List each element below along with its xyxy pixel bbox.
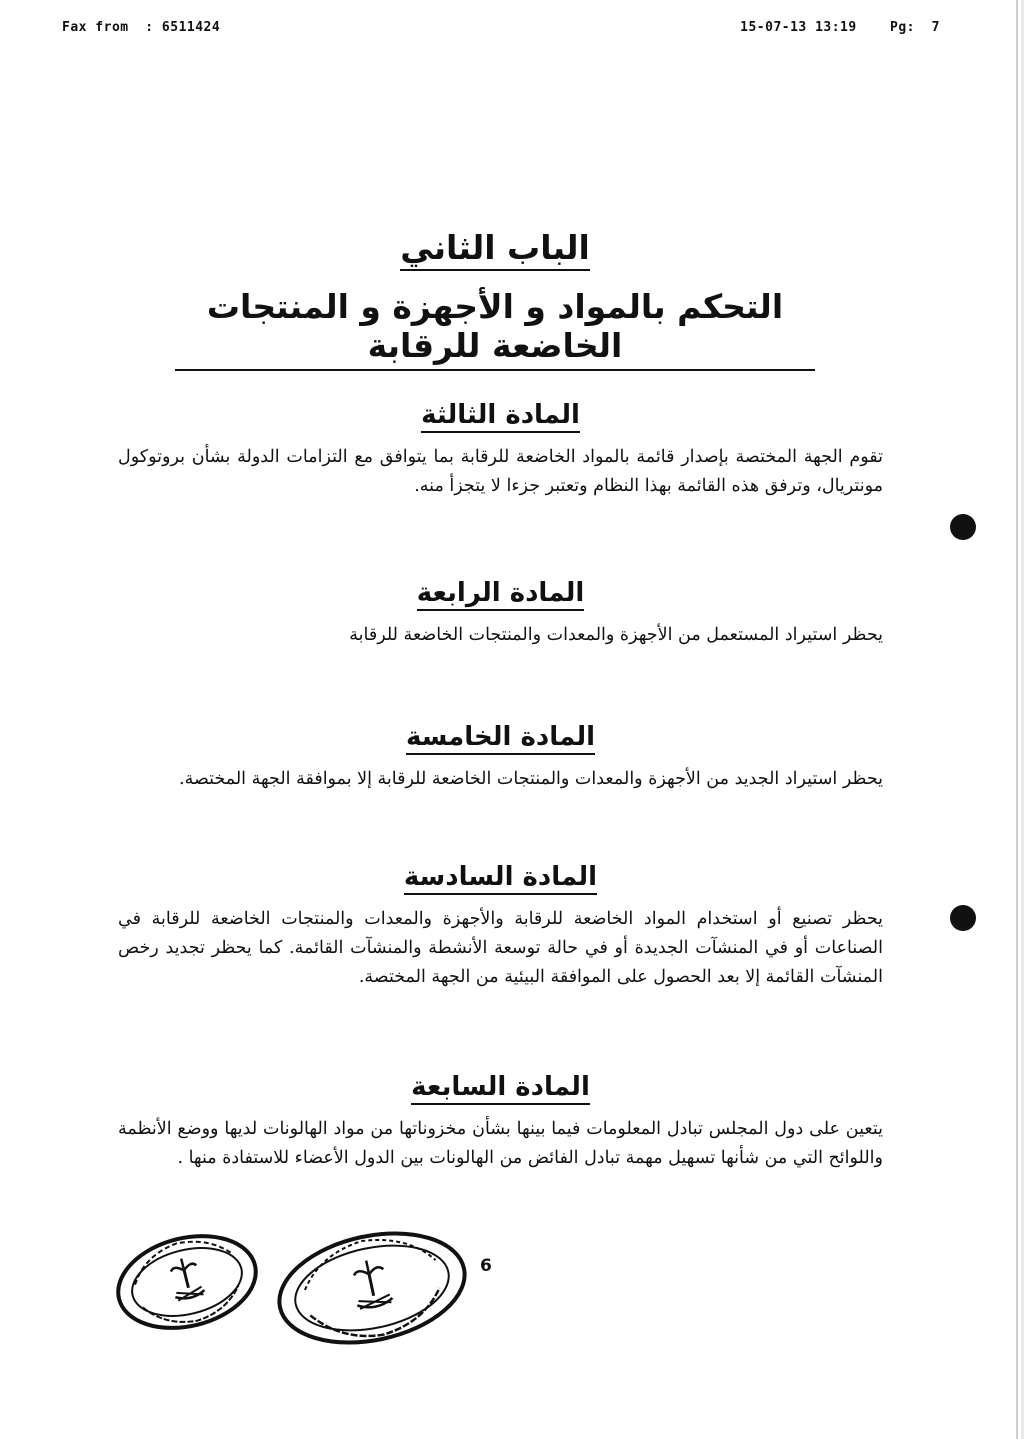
punch-hole-mark bbox=[950, 514, 976, 540]
main-title: التحكم بالمواد و الأجهزة و المنتجات الخاضعة للرقابة bbox=[175, 287, 815, 371]
punch-hole-mark bbox=[950, 905, 976, 931]
part-title: الباب الثاني bbox=[400, 228, 590, 271]
fax-datetime-page bbox=[740, 20, 940, 35]
article-heading: المادة الرابعة bbox=[417, 578, 585, 611]
fax-datetime: 15-07-13 13:19 bbox=[740, 20, 857, 35]
article-text: يتعين على دول المجلس تبادل المعلومات فيما بينها بشأن مخزوناتها من مواد الهالونات لديها ووضع الأنظمة واللوائح التي من شأنها تسهيل مهمة تبادل الفائض من الهالونات بين الدول الأعضاء للاستفادة منها . bbox=[118, 1119, 883, 1168]
article-heading: المادة الخامسة bbox=[406, 722, 595, 755]
fax-from-line: Fax from : 6511424 bbox=[62, 20, 221, 35]
article-heading: المادة السابعة bbox=[411, 1072, 590, 1105]
seal-stamp-secretariat bbox=[102, 1215, 272, 1348]
article-text: يحظر استيراد المستعمل من الأجهزة والمعدات والمنتجات الخاضعة للرقابة bbox=[349, 625, 883, 645]
article-text: يحظر استيراد الجديد من الأجهزة والمعدات والمنتجات الخاضعة للرقابة إلا بموافقة الجهة المختصة. bbox=[179, 769, 883, 789]
article-heading: المادة السادسة bbox=[404, 862, 597, 895]
article-4 bbox=[118, 578, 883, 650]
page-number: 6 bbox=[480, 1256, 492, 1276]
article-5 bbox=[118, 722, 883, 794]
article-heading: المادة الثالثة bbox=[421, 400, 580, 433]
article-text: تقوم الجهة المختصة بإصدار قائمة بالمواد الخاضعة للرقابة بما يتوافق مع التزامات الدولة بشأن بروتوكول مونتريال، وترفق هذه القائمة بهذا النظام وتعتبر جزءا لا يتجزأ منه. bbox=[118, 447, 883, 496]
article-text: يحظر تصنيع أو استخدام المواد الخاضعة للرقابة والأجهزة والمعدات والمنتجات الخاضعة للرقابة في الصناعات أو في المنشآت الجديدة أو في حالة توسعة الأنشطة والمنشآت القائمة. كما يحظر تجديد رخص المنشآت القائمة إلا بعد الحصول على الموافقة البيئية من الجهة المختصة. bbox=[118, 909, 883, 987]
article-3 bbox=[118, 400, 883, 501]
document-titles bbox=[150, 228, 840, 371]
seal-stamp-experts-commission bbox=[262, 1210, 482, 1365]
fax-page: Pg: 7 bbox=[890, 20, 940, 35]
page-edge-line bbox=[1016, 0, 1018, 1439]
article-6 bbox=[118, 862, 883, 992]
article-7 bbox=[118, 1072, 883, 1173]
